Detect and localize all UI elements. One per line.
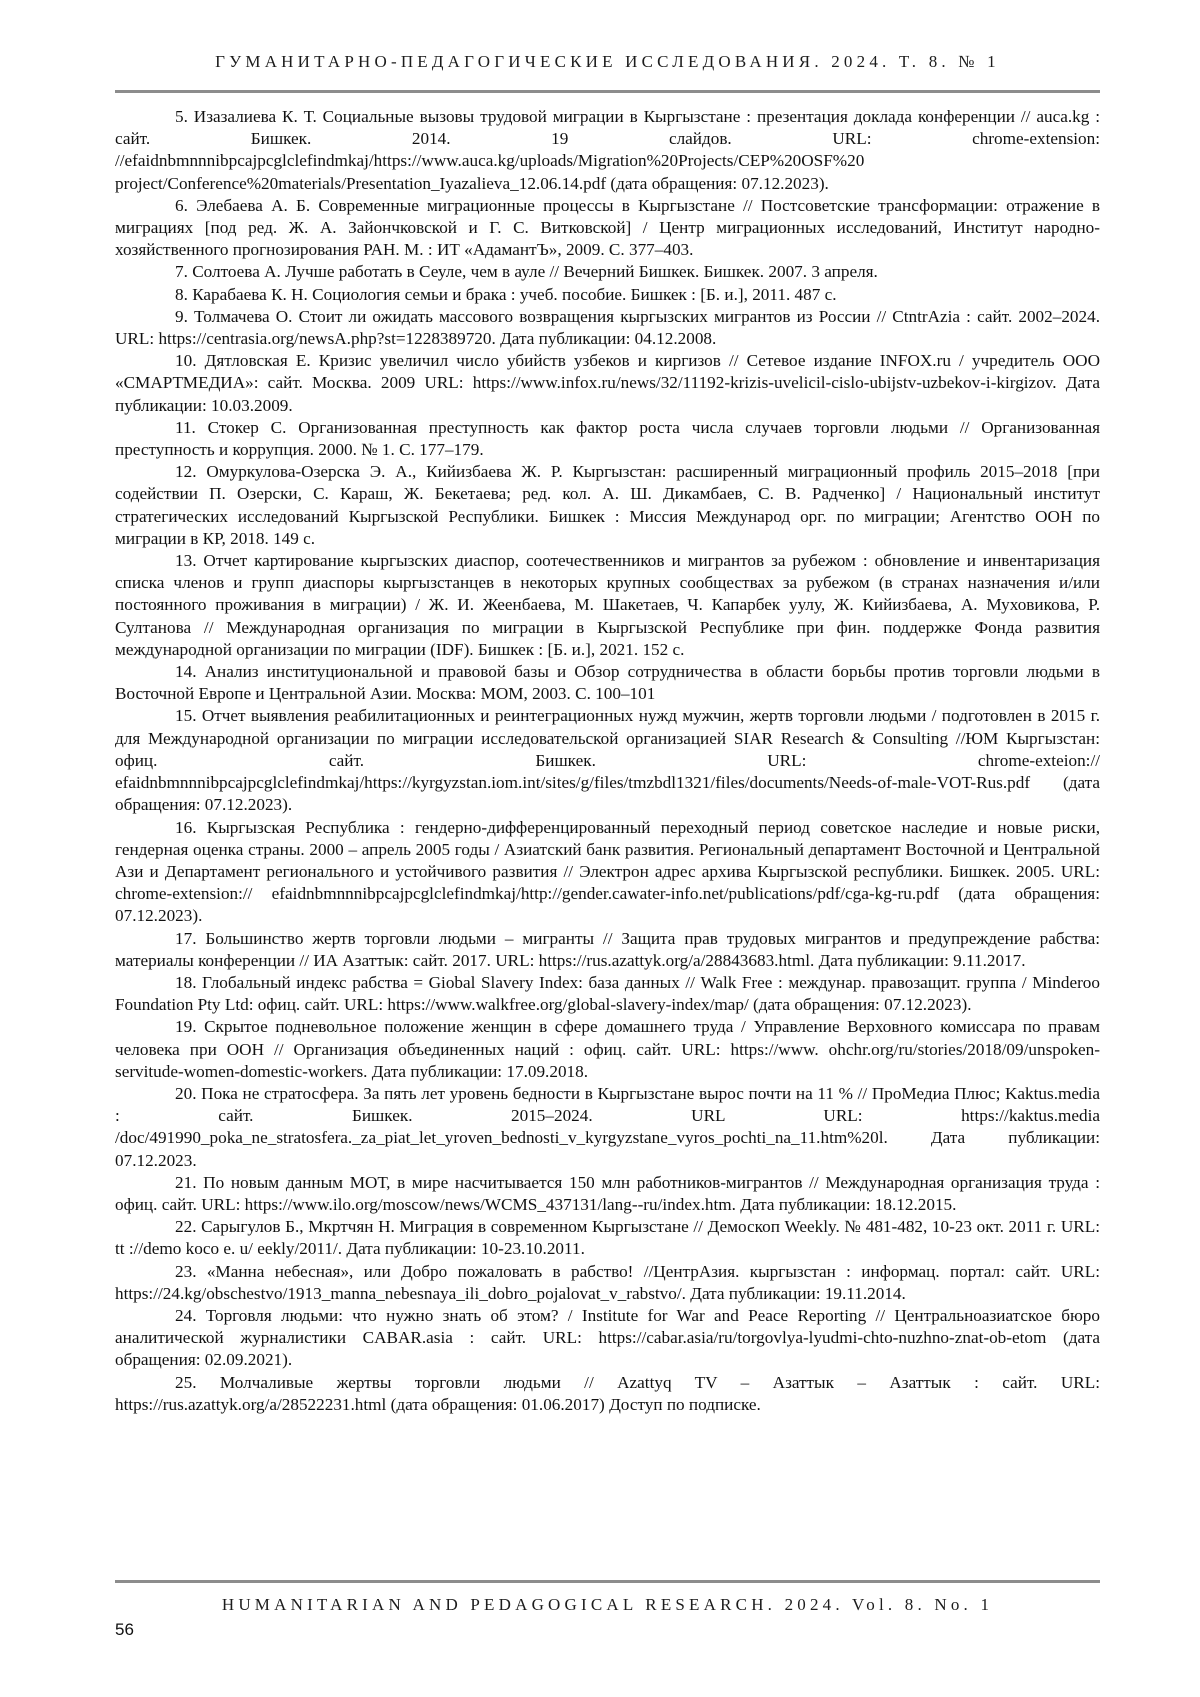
reference-item: 8. Карабаева К. Н. Социология семьи и брака : учеб. пособие. Бишкек : [Б. и.], 2011. 487 с.	[175, 284, 837, 304]
footer-rule	[115, 1580, 1100, 1583]
reference-item: 10. Дятловская Е. Кризис увеличил число убийств узбеков и киргизов // Сетевое издание INFOX.ru / учредитель ООО «СМАРТМЕДИА»: сайт. Москва. 2009 URL: https://www.infox.ru/news/32/11192-krizis-uvelicil-cislo-ubijstv-uzbekov-i-kirgizov. Дата публикации: 10.03.2009.	[115, 351, 1100, 415]
reference-item: 21. По новым данным МОТ, в мире насчитывается 150 млн работников-мигрантов // Международная организация труда : офиц. сайт. URL: https://www.ilo.org/moscow/news/WCMS_437131/lang--ru/index.htm. Дата публикации: 18.12.2015.	[115, 1172, 1100, 1214]
reference-item: 15. Отчет выявления реабилитационных и реинтеграционных нужд мужчин, жертв торговли людьми / подготовлен в 2015 г. для Международной организации по миграции исследовательской организацией SIAR Research & Consulting //ЮМ Кыргызстан: офиц. сайт. Бишкек. URL: chrome-exteion:// efaidnbmnnnibpcajpcglclefindmkaj/https://kyrgyzstan.iom.int/sites/g/files/tmzbdl1321/files/documents/Needs-of-male-VOT-Rus.pdf (дата обращения: 07.12.2023).	[115, 706, 1100, 815]
reference-item: 18. Глобальный индекс рабства = Giobal Slavery Index: база данных // Walk Free : междунар. правозащит. группа / Minderoo Foundation Pty Ltd: офиц. сайт. URL: https://www.walkfree.org/global-slavery-index/map/ (дата обращения: 07.12.2023).	[115, 972, 1100, 1015]
reference-item: 7. Солтоева А. Лучше работать в Сеуле, чем в ауле // Вечерний Бишкек. Бишкек. 2007. 3 апреля.	[175, 262, 878, 282]
reference-item: 19. Скрытое подневольное положение женщин в сфере домашнего труда / Управление Верховного комиссара по правам человека при ООН // Организация объединенных наций : офиц. сайт. URL: https://www. ohchr.org/ru/stories/2018/09/unspoken-servitude-women-domestic-workers. Дата публикации: 17.09.2018.	[115, 1017, 1100, 1081]
reference-item: 16. Кыргызская Республика : гендерно-дифференцированный переходный период советское наследие и новые риски, гендерная оценка страны. 2000 – апрель 2005 годы / Азиатский банк развития. Региональный департамент Восточной и Центральной Ази и Департамент регионального и устойчивого развития // Электрон адрес архива Кыргызской республики. Бишкек. 2005. URL: chrome-extension:// efaidnbmnnnibpcajpcglclefindmkaj/http://gender.cawater-info.net/publications/pdf/cga-kg-ru.pdf (дата обращения: 07.12.2023).	[115, 817, 1100, 926]
running-footer: HUMANITARIAN AND PEDAGOGICAL RESEARCH. 2024. Vol. 8. No. 1	[221, 1595, 994, 1614]
reference-list	[115, 106, 1100, 1416]
reference-item: 12. Омуркулова-Озерска Э. А., Кийизбаева Ж. Р. Кыргызстан: расширенный миграционный профиль 2015–2018 [при содействии П. Озерски, С. Караш, Ж. Бекетаева; ред. кол. А. Ш. Дикамбаев, С. В. Радченко] / Национальный институт стратегических исследований Кыргызской Республики. Бишкек : Миссия Международ орг. по миграции; Агентство ООН по миграции в КР, 2018. 149 с.	[115, 462, 1100, 548]
header-rule	[115, 90, 1100, 93]
reference-item: 17. Большинство жертв торговли людьми – мигранты // Защита прав трудовых мигрантов и предупреждение рабства: материалы конференции // ИА Азаттык: сайт. 2017. URL: https://rus.azattyk.org/a/28843683.html. Дата публикации: 9.11.2017.	[115, 928, 1100, 970]
reference-item: 23. «Манна небесная», или Добро пожаловать в рабство! //ЦентрАзия. кыргызстан : информац. портал: сайт. URL: https://24.kg/obschestvo/1913_manna_nebesnaya_ili_dobro_pojalovat_v_rabstvo/. Дата публикации: 19.11.2014.	[115, 1261, 1100, 1303]
reference-item: 20. Пока не стратосфера. За пять лет уровень бедности в Кыргызстане вырос почти на 11 % // ПроМедиа Плюс; Kaktus.media : сайт. Бишкек. 2015–2024. URL URL: https://kaktus.media /doc/491990_poka_ne_stratosfera._za_piat_let_yroven_bednosti_v_kyrgyzstane_vyros_pochti_na_11.htm%20l. Дата публикации: 07.12.2023.	[115, 1083, 1100, 1170]
reference-item: 5. Изазалиева К. Т. Социальные вызовы трудовой миграции в Кыргызстане : презентация доклада конференции // auca.kg : сайт. Бишкек. 2014. 19 слайдов. URL: chrome-extension: //efaidnbmnnnibpcajpcglclefindmkaj/https://www.auca.kg/uploads/Migration%20Projects/CEP%20OSF%20 project/Conference%20materials/Presentation_Iyazalieva_12.06.14.pdf (дата обращения: 07.12.2023).	[115, 107, 1100, 193]
reference-item: 13. Отчет картирование кыргызских диаспор, соотечественников и мигрантов за рубежом : обновление и инвентаризация списка членов и групп диаспоры кыргызстанцев в некоторых крупных сообществах за рубежом (в странах назначения и/или постоянного проживания в миграции) / Ж. И. Жеенбаева, М. Шакетаев, Ч. Капарбек уулу, Ж. Кийизбаева, А. Муховикова, Р. Султанова // Международная организация по миграции в Кыргызской Республике при фин. поддержке Фонда развития международной организации по миграции (IDF). Бишкек : [Б. и.], 2021. 152 с.	[115, 551, 1100, 659]
reference-item: 22. Сарыгулов Б., Мкртчян Н. Миграция в современном Кыргызстане // Демоскоп Weekly. № 481-482, 10-23 окт. 2011 г. URL: tt ://demo koco e. u/ eekly/2011/. Дата публикации: 10-23.10.2011.	[115, 1217, 1100, 1259]
page-number: 56	[115, 1620, 134, 1639]
reference-item: 11. Стокер С. Организованная преступность как фактор роста числа случаев торговли людьми // Организованная преступность и коррупция. 2000. № 1. С. 177–179.	[115, 417, 1100, 460]
reference-item: 9. Толмачева О. Стоит ли ожидать массового возвращения кыргызских мигрантов из России // CtntrAzia : сайт. 2002–2024. URL: https://centrasia.org/newsA.php?st=1228389720. Дата публикации: 04.12.2008.	[115, 306, 1100, 349]
reference-item: 25. Молчаливые жертвы торговли людьми // Azattyq TV – Азаттык – Азаттык : сайт. URL: https://rus.azattyk.org/a/28522231.html (дата обращения: 01.06.2017) Доступ по подписке.	[115, 1372, 1100, 1414]
running-header: ГУМАНИТАРНО-ПЕДАГОГИЧЕСКИЕ ИССЛЕДОВАНИЯ. 2024. Т. 8. № 1	[215, 52, 1000, 71]
reference-item: 6. Элебаева А. Б. Современные миграционные процессы в Кыргызстане // Постсоветские трансформации: отражение в миграциях [под ред. Ж. А. Зайончковской и Г. С. Витковской] / Центр миграционных исследований, Институт народно-хозяйственного прогнозирования РАН. М. : ИТ «АдамантЪ», 2009. С. 377–403.	[115, 195, 1100, 260]
reference-item: 24. Торговля людьми: что нужно знать об этом? / Institute for War and Peace Reporting // Центральноазиатское бюро аналитической журналистики CABAR.asia : сайт. URL: https://cabar.asia/ru/torgovlya-lyudmi-chto-nuzhno-znat-ob-etom (дата обращения: 02.09.2021).	[115, 1305, 1100, 1370]
reference-item: 14. Анализ институциональной и правовой базы и Обзор сотрудничества в области борьбы против торговли людьми в Восточной Европе и Центральной Азии. Москва: МОМ, 2003. С. 100–101	[115, 662, 1100, 704]
